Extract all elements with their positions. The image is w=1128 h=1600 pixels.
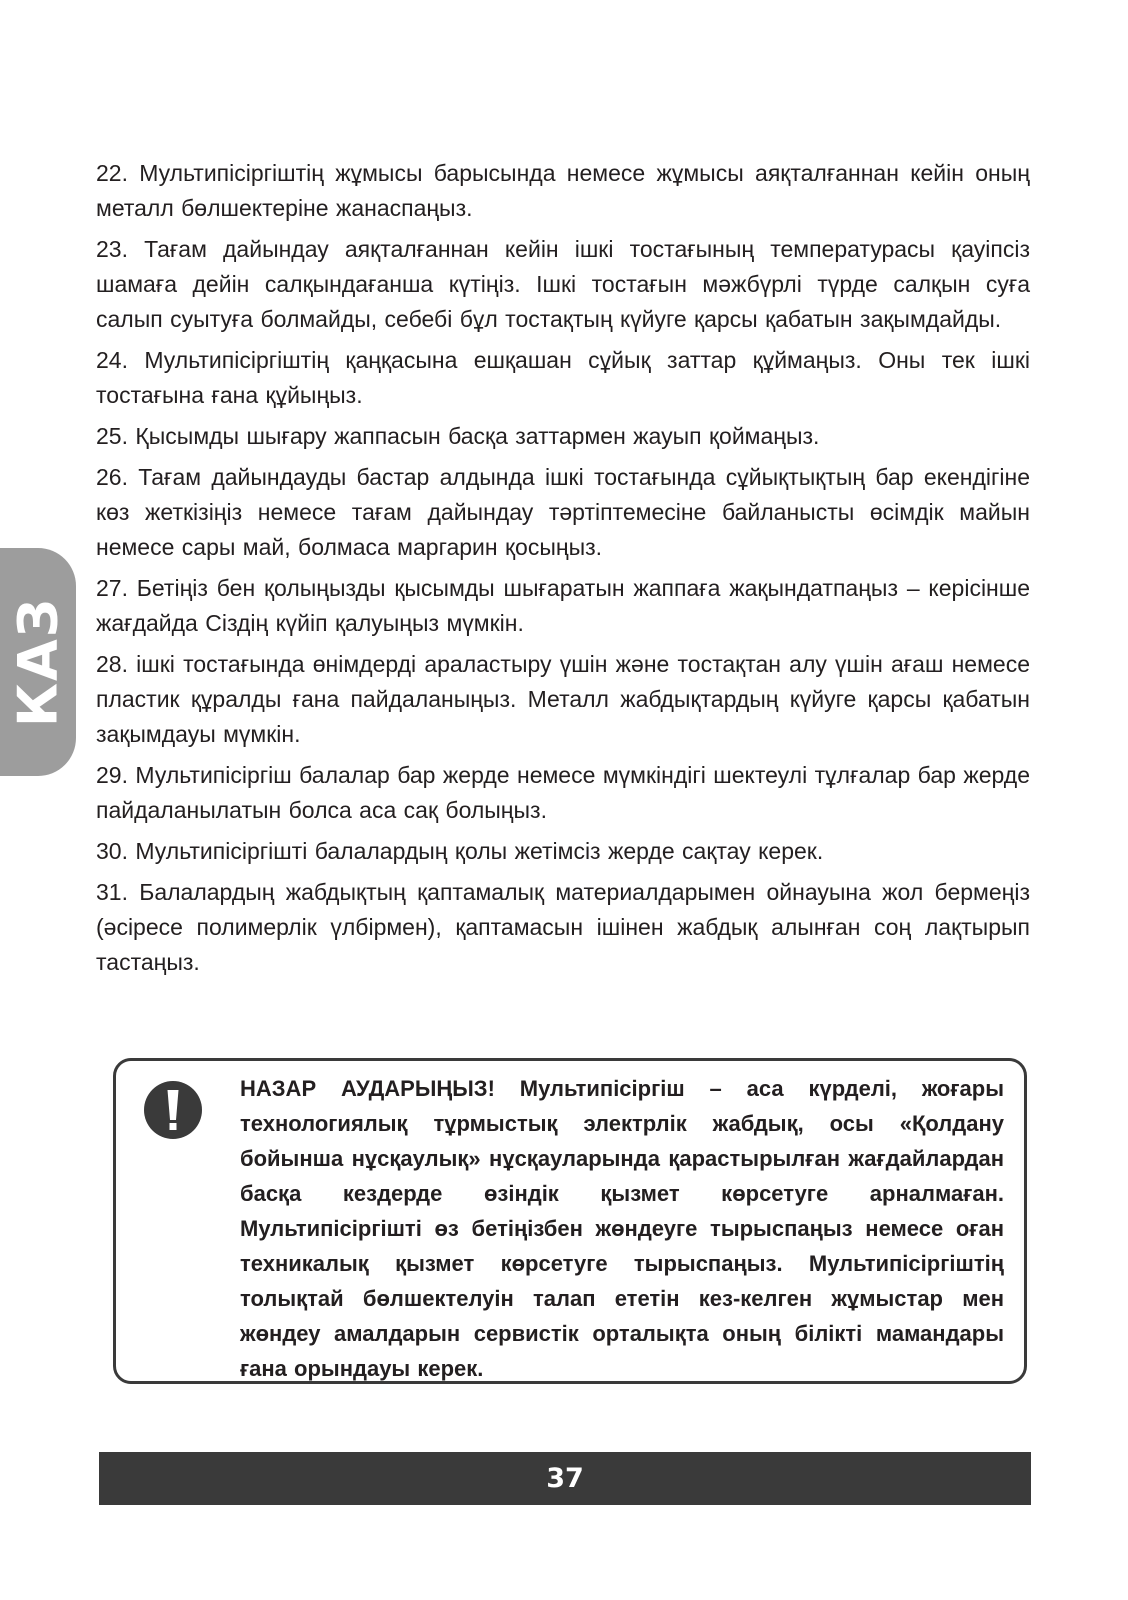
exclamation-icon: [144, 1081, 202, 1139]
instruction-item: 26. Тағам дайындауды бастар алдында ішкі тостағында сұйықтықтың бар екендігіне көз жеткізіңіз немесе тағам дайындау тәртіптемесіне байланысты өсімдік майын немесе сары май, болмаса маргарин қосыңыз.: [96, 464, 1030, 560]
instruction-item: 25. Қысымды шығару жаппасын басқа заттармен жауып қоймаңыз.: [96, 423, 820, 449]
language-label: КАЗ: [6, 596, 70, 728]
page-number: 37: [546, 1463, 584, 1494]
footer-bar: [99, 1452, 1031, 1505]
instruction-item: 24. Мультипісіргіштің қаңқасына ешқашан сұйық заттар құймаңыз. Оны тек ішкі тостағына ғана құйыңыз.: [96, 347, 1030, 408]
instruction-item: 31. Балалардың жабдықтың қаптамалық материалдарымен ойнауына жол бермеңіз (әсіресе полимерлік үлбірмен), қаптамасын ішінен жабдық алынған соң лақтырып тастаңыз.: [96, 879, 1030, 975]
warning-text: НАЗАР АУДАРЫҢЫЗ! Мультипісіргіш – аса күрделі, жоғары технологиялық тұрмыстық электрлік жабдық, осы «Қолдану бойынша нұсқаулық» нұсқауларында қарастырылған жағдайлардан басқа кездерде өзіндік қызмет көрсетуге арналмаған. Мультипісіргішті өз бетіңізбен жөндеуге тырыспаңыз немесе оған техникалық қызмет көрсетуге тырыспаңыз. Мультипісіргіштің толықтай бөлшектелуін талап ететін кез-келген жұмыстар мен жөндеу амалдарын сервистік орталықта оның білікті мамандары ғана орындауы керек.: [240, 1076, 1004, 1381]
instruction-item: 29. Мультипісіргіш балалар бар жерде немесе мүмкіндігі шектеулі тұлғалар бар жерде пайдаланылатын болса аса сақ болыңыз.: [96, 762, 1030, 823]
language-side-tab: [0, 548, 76, 776]
instruction-item: 22. Мультипісіргіштің жұмысы барысында немесе жұмысы аяқталғаннан кейін оның металл бөлшектеріне жанаспаңыз.: [96, 160, 1030, 221]
warning-box: [113, 1058, 1027, 1384]
instruction-item: 30. Мультипісіргішті балалардың қолы жетімсіз жерде сақтау керек.: [96, 838, 824, 864]
safety-instructions-list: [96, 156, 1030, 986]
instruction-item: 28. ішкі тостағында өнімдерді араластыру үшін және тостақтан алу үшін ағаш немесе пластик құралды ғана пайдаланыңыз. Металл жабдықтардың күйуге қарсы қабатын зақымдауы мүмкін.: [96, 651, 1030, 747]
instruction-item: 23. Тағам дайындау аяқталғаннан кейін ішкі тостағының температурасы қауіпсіз шамаға дейін салқындағанша күтіңіз. Ішкі тостағын мәжбүрлі түрде салқын суға салып суытуға болмайды, себебі бұл тостақтың күйуге қарсы қабатын зақымдайды.: [96, 236, 1030, 332]
instruction-item: 27. Бетіңіз бен қолыңызды қысымды шығаратын жаппаға жақындатпаңыз – керісінше жағдайда Сіздің күйіп қалуыңыз мүмкін.: [96, 575, 1030, 636]
